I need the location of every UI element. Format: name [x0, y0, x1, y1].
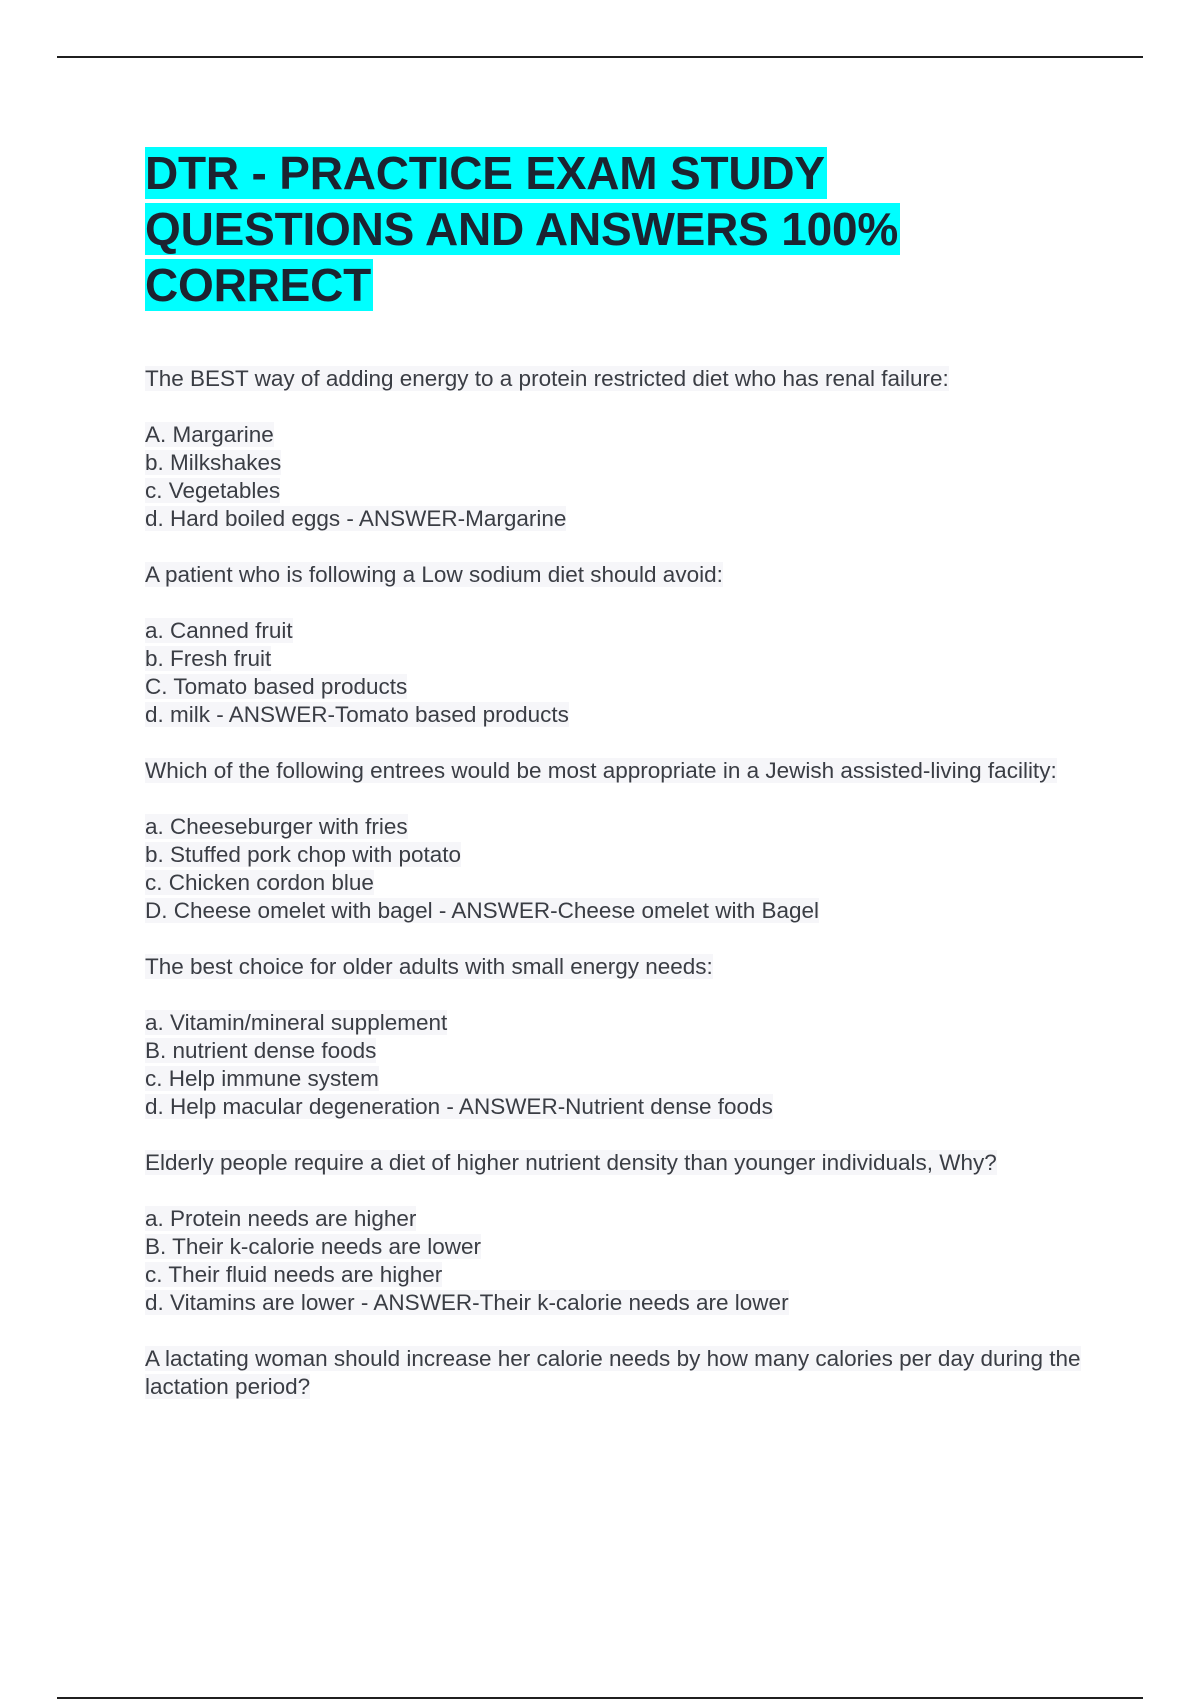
question-stem: The best choice for older adults with small energy needs: — [145, 954, 713, 979]
option-item: b. Fresh fruit — [145, 646, 272, 671]
question-stem: The BEST way of adding energy to a protein restricted diet who has renal failure: — [145, 366, 949, 391]
option-list — [145, 617, 1085, 729]
option-item: a. Canned fruit — [145, 618, 293, 643]
question-block — [145, 561, 1085, 729]
bottom-rule — [57, 1697, 1143, 1699]
question-stem: A patient who is following a Low sodium diet should avoid: — [145, 562, 723, 587]
option-list — [145, 421, 1085, 533]
option-item-answer: d. Hard boiled eggs - ANSWER-Margarine — [145, 506, 567, 531]
question-stem: A lactating woman should increase her calorie needs by how many calories per day during the lactation period? — [145, 1346, 1081, 1399]
option-list — [145, 813, 1085, 925]
title-highlight: DTR - PRACTICE EXAM STUDY QUESTIONS AND ANSWERS 100% CORRECT — [145, 147, 899, 311]
option-item: c. Help immune system — [145, 1066, 379, 1091]
option-item: a. Cheeseburger with fries — [145, 814, 408, 839]
option-list — [145, 1205, 1085, 1317]
question-list — [145, 365, 1085, 1401]
option-item: a. Protein needs are higher — [145, 1206, 417, 1231]
option-item: c. Their fluid needs are higher — [145, 1262, 443, 1287]
question-block — [145, 1345, 1085, 1401]
option-item-answer: D. Cheese omelet with bagel - ANSWER-Cheese omelet with Bagel — [145, 898, 820, 923]
question-block — [145, 757, 1085, 925]
question-block — [145, 365, 1085, 533]
option-list — [145, 1009, 1085, 1121]
option-item: c. Chicken cordon blue — [145, 870, 374, 895]
option-item-answer: d. Vitamins are lower - ANSWER-Their k-calorie needs are lower — [145, 1290, 789, 1315]
question-block — [145, 1149, 1085, 1317]
document-body — [145, 145, 1085, 1429]
question-stem: Which of the following entrees would be most appropriate in a Jewish assisted-living facility: — [145, 758, 1057, 783]
option-item-answer: d. Help macular degeneration - ANSWER-Nutrient dense foods — [145, 1094, 773, 1119]
document-title — [145, 145, 1085, 313]
option-item: A. Margarine — [145, 422, 274, 447]
top-rule — [57, 56, 1143, 58]
question-stem: Elderly people require a diet of higher nutrient density than younger individuals, Why? — [145, 1150, 997, 1175]
option-item: B. nutrient dense foods — [145, 1038, 377, 1063]
option-item: a. Vitamin/mineral supplement — [145, 1010, 448, 1035]
option-item: B. Their k-calorie needs are lower — [145, 1234, 481, 1259]
option-item-answer: d. milk - ANSWER-Tomato based products — [145, 702, 569, 727]
option-item: b. Stuffed pork chop with potato — [145, 842, 462, 867]
option-item: c. Vegetables — [145, 478, 281, 503]
option-item: C. Tomato based products — [145, 674, 408, 699]
option-item: b. Milkshakes — [145, 450, 282, 475]
question-block — [145, 953, 1085, 1121]
